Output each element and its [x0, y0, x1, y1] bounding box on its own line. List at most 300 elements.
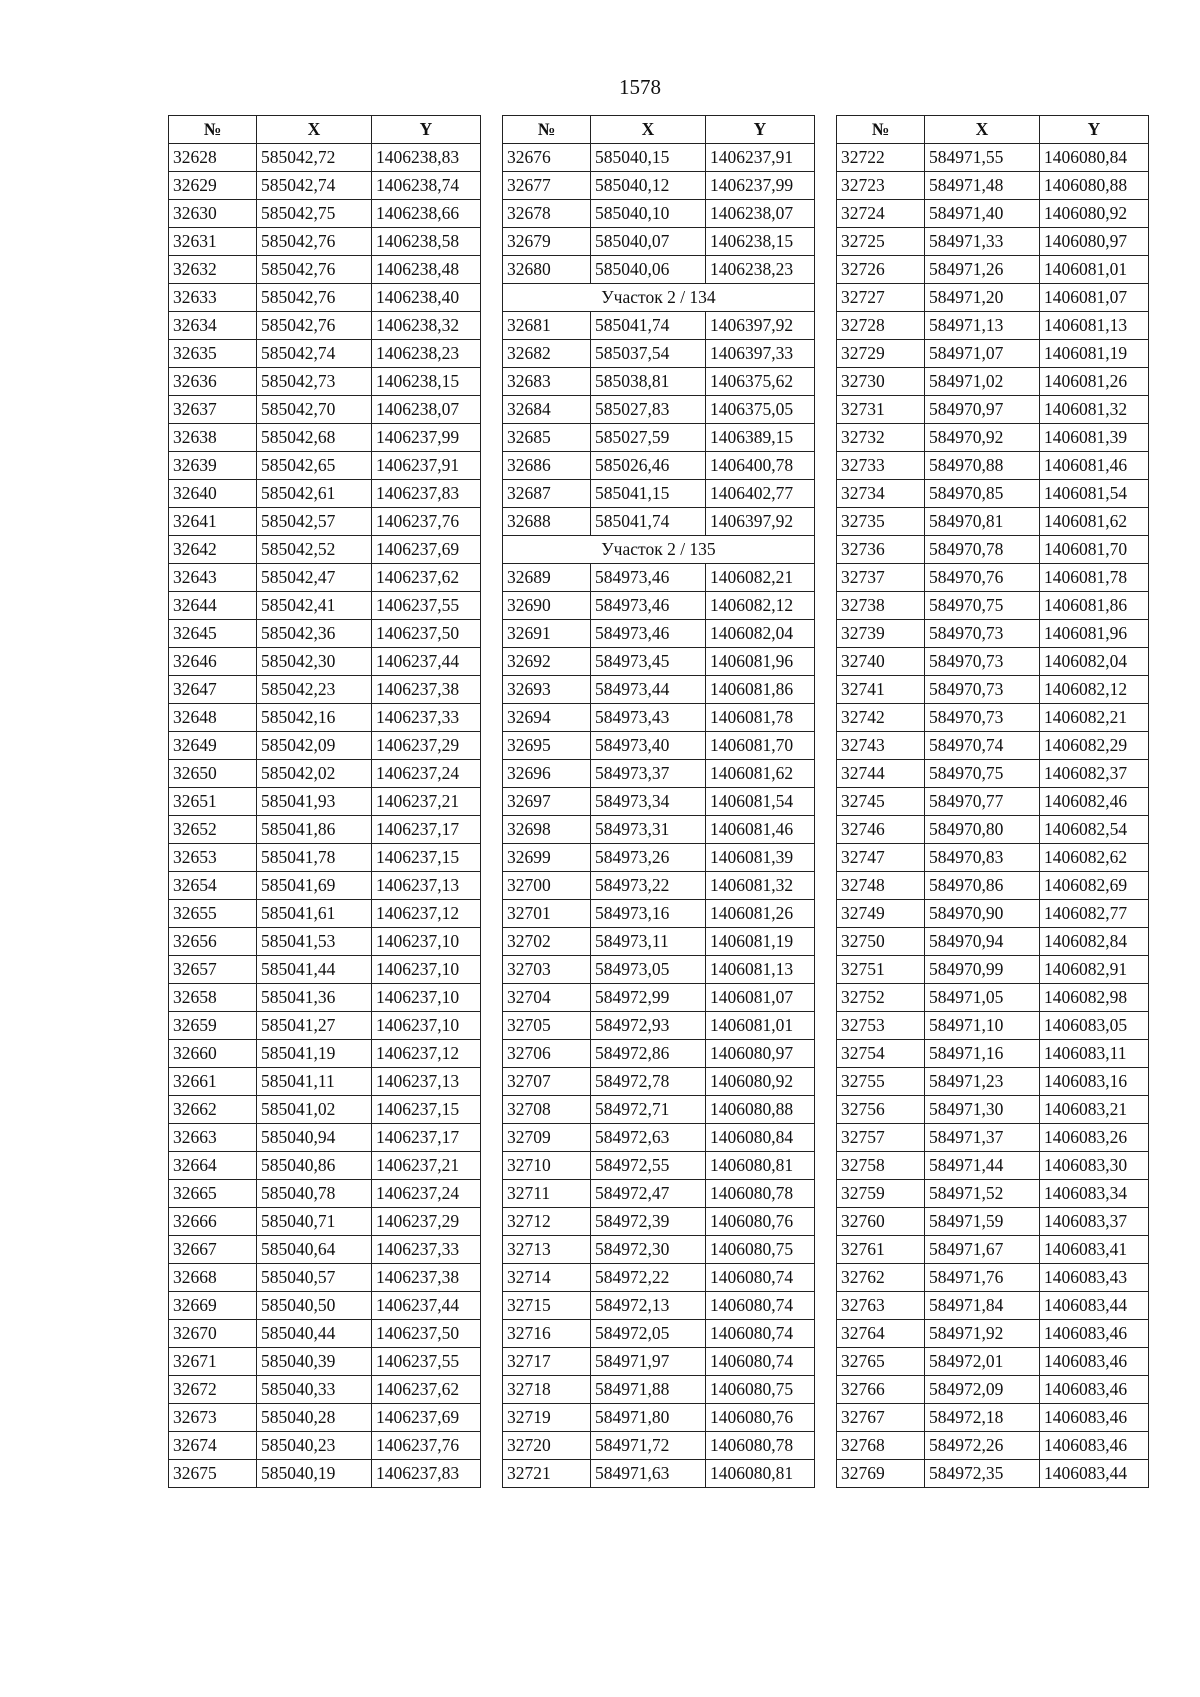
table-row: [837, 1348, 1149, 1376]
y-coordinate-cell: 1406081,46: [706, 816, 815, 844]
table-row: [503, 340, 815, 368]
table-row: [503, 1236, 815, 1264]
x-coordinate-cell: 584972,63: [591, 1124, 706, 1152]
point-number-cell: 32691: [503, 620, 591, 648]
y-coordinate-cell: 1406083,05: [1040, 1012, 1149, 1040]
table-row: [169, 452, 481, 480]
x-coordinate-cell: 584970,92: [925, 424, 1040, 452]
x-coordinate-cell: 585027,59: [591, 424, 706, 452]
table-row: [169, 760, 481, 788]
y-coordinate-cell: 1406082,04: [706, 620, 815, 648]
point-number-cell: 32711: [503, 1180, 591, 1208]
table-row: [169, 424, 481, 452]
table-row: [837, 1236, 1149, 1264]
y-coordinate-cell: 1406083,16: [1040, 1068, 1149, 1096]
y-coordinate-cell: 1406081,96: [706, 648, 815, 676]
table-row: [169, 1068, 481, 1096]
point-number-cell: 32661: [169, 1068, 257, 1096]
y-coordinate-cell: 1406081,26: [1040, 368, 1149, 396]
table-row: [837, 1404, 1149, 1432]
table-row: [169, 816, 481, 844]
point-number-cell: 32765: [837, 1348, 925, 1376]
point-number-cell: 32719: [503, 1404, 591, 1432]
y-coordinate-cell: 1406081,13: [1040, 312, 1149, 340]
table-row: [503, 508, 815, 536]
y-coordinate-cell: 1406238,32: [372, 312, 481, 340]
table-row: [837, 648, 1149, 676]
x-coordinate-cell: 585041,86: [257, 816, 372, 844]
point-number-cell: 32757: [837, 1124, 925, 1152]
x-coordinate-cell: 584971,67: [925, 1236, 1040, 1264]
table-row: [837, 480, 1149, 508]
point-number-cell: 32641: [169, 508, 257, 536]
x-coordinate-cell: 584970,80: [925, 816, 1040, 844]
x-coordinate-cell: 584970,77: [925, 788, 1040, 816]
x-coordinate-cell: 585042,61: [257, 480, 372, 508]
table-row: [169, 984, 481, 1012]
x-coordinate-cell: 585040,28: [257, 1404, 372, 1432]
y-coordinate-cell: 1406237,38: [372, 676, 481, 704]
x-coordinate-cell: 584971,07: [925, 340, 1040, 368]
x-coordinate-cell: 584972,30: [591, 1236, 706, 1264]
coordinates-table-1: [168, 115, 481, 1488]
point-number-cell: 32645: [169, 620, 257, 648]
y-coordinate-cell: 1406237,50: [372, 1320, 481, 1348]
point-number-cell: 32724: [837, 200, 925, 228]
table-row: [503, 144, 815, 172]
x-coordinate-cell: 584973,44: [591, 676, 706, 704]
table-row: [503, 1068, 815, 1096]
x-coordinate-cell: 584971,05: [925, 984, 1040, 1012]
x-coordinate-cell: 585042,16: [257, 704, 372, 732]
table-row: [837, 1040, 1149, 1068]
y-coordinate-cell: 1406081,39: [1040, 424, 1149, 452]
point-number-cell: 32672: [169, 1376, 257, 1404]
point-number-cell: 32760: [837, 1208, 925, 1236]
x-coordinate-cell: 585040,15: [591, 144, 706, 172]
y-coordinate-cell: 1406082,98: [1040, 984, 1149, 1012]
x-coordinate-cell: 584973,46: [591, 564, 706, 592]
x-coordinate-cell: 585042,65: [257, 452, 372, 480]
table-row: [837, 1264, 1149, 1292]
table-row: [837, 984, 1149, 1012]
y-coordinate-cell: 1406237,69: [372, 1404, 481, 1432]
x-coordinate-cell: 585041,02: [257, 1096, 372, 1124]
point-number-cell: 32692: [503, 648, 591, 676]
point-number-cell: 32670: [169, 1320, 257, 1348]
x-coordinate-cell: 584971,97: [591, 1348, 706, 1376]
table-row: [837, 396, 1149, 424]
y-coordinate-cell: 1406082,12: [1040, 676, 1149, 704]
y-coordinate-cell: 1406082,37: [1040, 760, 1149, 788]
section-row: [503, 536, 815, 564]
point-number-cell: 32662: [169, 1096, 257, 1124]
table-row: [837, 872, 1149, 900]
point-number-cell: 32759: [837, 1180, 925, 1208]
table-row: [503, 620, 815, 648]
point-number-cell: 32725: [837, 228, 925, 256]
point-number-cell: 32744: [837, 760, 925, 788]
y-coordinate-cell: 1406081,32: [1040, 396, 1149, 424]
x-coordinate-cell: 584973,16: [591, 900, 706, 928]
y-coordinate-cell: 1406081,01: [1040, 256, 1149, 284]
point-number-cell: 32680: [503, 256, 591, 284]
x-coordinate-cell: 584971,80: [591, 1404, 706, 1432]
y-coordinate-cell: 1406083,26: [1040, 1124, 1149, 1152]
x-coordinate-cell: 585041,27: [257, 1012, 372, 1040]
point-number-cell: 32667: [169, 1236, 257, 1264]
table-row: [837, 704, 1149, 732]
x-coordinate-cell: 584972,86: [591, 1040, 706, 1068]
table-row: [503, 312, 815, 340]
y-coordinate-cell: 1406082,46: [1040, 788, 1149, 816]
point-number-cell: 32751: [837, 956, 925, 984]
y-coordinate-cell: 1406238,23: [706, 256, 815, 284]
x-coordinate-cell: 584972,47: [591, 1180, 706, 1208]
table-row: [837, 900, 1149, 928]
y-coordinate-cell: 1406083,37: [1040, 1208, 1149, 1236]
table-row: [837, 1376, 1149, 1404]
point-number-cell: 32766: [837, 1376, 925, 1404]
point-number-cell: 32738: [837, 592, 925, 620]
point-number-cell: 32686: [503, 452, 591, 480]
table-row: [837, 228, 1149, 256]
y-coordinate-cell: 1406400,78: [706, 452, 815, 480]
table-row: [837, 1208, 1149, 1236]
y-coordinate-cell: 1406081,86: [706, 676, 815, 704]
table-row: [503, 1180, 815, 1208]
point-number-cell: 32687: [503, 480, 591, 508]
point-number-cell: 32677: [503, 172, 591, 200]
y-coordinate-cell: 1406081,26: [706, 900, 815, 928]
table-row: [169, 1012, 481, 1040]
x-coordinate-cell: 585042,70: [257, 396, 372, 424]
table-row: [169, 844, 481, 872]
point-number-cell: 32643: [169, 564, 257, 592]
y-coordinate-cell: 1406083,46: [1040, 1404, 1149, 1432]
table-row: [503, 1376, 815, 1404]
y-coordinate-cell: 1406080,75: [706, 1376, 815, 1404]
x-coordinate-cell: 584970,99: [925, 956, 1040, 984]
table-row: [503, 564, 815, 592]
x-coordinate-cell: 584971,55: [925, 144, 1040, 172]
x-coordinate-cell: 585042,68: [257, 424, 372, 452]
y-coordinate-cell: 1406238,58: [372, 228, 481, 256]
y-coordinate-cell: 1406238,83: [372, 144, 481, 172]
table-row: [837, 284, 1149, 312]
y-coordinate-cell: 1406375,05: [706, 396, 815, 424]
x-coordinate-cell: 584973,46: [591, 620, 706, 648]
table-row: [503, 816, 815, 844]
x-coordinate-cell: 585040,23: [257, 1432, 372, 1460]
point-number-cell: 32706: [503, 1040, 591, 1068]
x-coordinate-cell: 585041,61: [257, 900, 372, 928]
y-coordinate-cell: 1406397,33: [706, 340, 815, 368]
point-number-cell: 32728: [837, 312, 925, 340]
x-coordinate-cell: 584973,45: [591, 648, 706, 676]
x-coordinate-cell: 585042,30: [257, 648, 372, 676]
table-row: [503, 984, 815, 1012]
x-coordinate-cell: 585041,69: [257, 872, 372, 900]
point-number-cell: 32644: [169, 592, 257, 620]
table-row: [837, 620, 1149, 648]
table-row: [837, 200, 1149, 228]
y-coordinate-cell: 1406237,10: [372, 928, 481, 956]
y-coordinate-cell: 1406238,07: [706, 200, 815, 228]
y-coordinate-cell: 1406080,78: [706, 1432, 815, 1460]
point-number-cell: 32697: [503, 788, 591, 816]
point-number-cell: 32743: [837, 732, 925, 760]
y-coordinate-cell: 1406083,21: [1040, 1096, 1149, 1124]
table-row: [169, 340, 481, 368]
y-coordinate-cell: 1406080,88: [1040, 172, 1149, 200]
y-coordinate-cell: 1406081,07: [1040, 284, 1149, 312]
table-row: [503, 788, 815, 816]
y-coordinate-cell: 1406080,81: [706, 1460, 815, 1488]
point-number-cell: 32632: [169, 256, 257, 284]
y-coordinate-cell: 1406081,19: [706, 928, 815, 956]
table-row: [837, 256, 1149, 284]
point-number-cell: 32745: [837, 788, 925, 816]
y-coordinate-cell: 1406238,15: [706, 228, 815, 256]
x-coordinate-cell: 585042,23: [257, 676, 372, 704]
x-coordinate-cell: 585040,44: [257, 1320, 372, 1348]
x-coordinate-cell: 585037,54: [591, 340, 706, 368]
point-number-cell: 32709: [503, 1124, 591, 1152]
point-number-cell: 32700: [503, 872, 591, 900]
table-row: [837, 564, 1149, 592]
y-coordinate-cell: 1406080,92: [706, 1068, 815, 1096]
y-coordinate-cell: 1406237,15: [372, 844, 481, 872]
x-coordinate-cell: 585042,76: [257, 312, 372, 340]
point-number-cell: 32721: [503, 1460, 591, 1488]
x-coordinate-cell: 585041,74: [591, 508, 706, 536]
y-coordinate-cell: 1406237,83: [372, 480, 481, 508]
table-row: [503, 1432, 815, 1460]
y-coordinate-cell: 1406237,33: [372, 1236, 481, 1264]
y-coordinate-cell: 1406237,91: [706, 144, 815, 172]
y-coordinate-cell: 1406237,21: [372, 788, 481, 816]
x-coordinate-cell: 585041,74: [591, 312, 706, 340]
y-coordinate-cell: 1406080,75: [706, 1236, 815, 1264]
point-number-cell: 32742: [837, 704, 925, 732]
point-number-cell: 32685: [503, 424, 591, 452]
point-number-cell: 32634: [169, 312, 257, 340]
table-row: [169, 1376, 481, 1404]
x-coordinate-cell: 584970,73: [925, 620, 1040, 648]
point-number-cell: 32693: [503, 676, 591, 704]
y-coordinate-cell: 1406080,78: [706, 1180, 815, 1208]
point-number-cell: 32749: [837, 900, 925, 928]
x-coordinate-cell: 584972,35: [925, 1460, 1040, 1488]
point-number-cell: 32652: [169, 816, 257, 844]
y-coordinate-cell: 1406237,21: [372, 1152, 481, 1180]
y-coordinate-cell: 1406083,46: [1040, 1348, 1149, 1376]
x-coordinate-cell: 584971,88: [591, 1376, 706, 1404]
point-number-cell: 32655: [169, 900, 257, 928]
point-number-cell: 32679: [503, 228, 591, 256]
point-number-cell: 32659: [169, 1012, 257, 1040]
table-row: [503, 1096, 815, 1124]
y-coordinate-cell: 1406080,74: [706, 1348, 815, 1376]
y-coordinate-cell: 1406082,04: [1040, 648, 1149, 676]
x-coordinate-cell: 585042,02: [257, 760, 372, 788]
table-row: [169, 564, 481, 592]
y-coordinate-cell: 1406081,54: [1040, 480, 1149, 508]
y-coordinate-cell: 1406080,74: [706, 1292, 815, 1320]
y-coordinate-cell: 1406083,34: [1040, 1180, 1149, 1208]
table-row: [169, 1404, 481, 1432]
point-number-cell: 32664: [169, 1152, 257, 1180]
x-coordinate-cell: 584971,92: [925, 1320, 1040, 1348]
x-coordinate-cell: 584973,26: [591, 844, 706, 872]
table-row: [169, 1292, 481, 1320]
point-number-cell: 32668: [169, 1264, 257, 1292]
y-coordinate-cell: 1406237,99: [706, 172, 815, 200]
point-number-cell: 32734: [837, 480, 925, 508]
point-number-cell: 32715: [503, 1292, 591, 1320]
y-coordinate-cell: 1406081,96: [1040, 620, 1149, 648]
y-coordinate-cell: 1406237,29: [372, 1208, 481, 1236]
x-coordinate-cell: 584973,37: [591, 760, 706, 788]
y-coordinate-cell: 1406082,84: [1040, 928, 1149, 956]
y-coordinate-cell: 1406237,50: [372, 620, 481, 648]
y-coordinate-cell: 1406237,15: [372, 1096, 481, 1124]
table-row: [837, 760, 1149, 788]
y-coordinate-cell: 1406237,17: [372, 1124, 481, 1152]
point-number-cell: 32666: [169, 1208, 257, 1236]
table-row: [503, 760, 815, 788]
x-coordinate-cell: 584970,73: [925, 676, 1040, 704]
y-coordinate-cell: 1406083,30: [1040, 1152, 1149, 1180]
point-number-cell: 32761: [837, 1236, 925, 1264]
y-coordinate-cell: 1406083,44: [1040, 1292, 1149, 1320]
x-coordinate-cell: 585041,11: [257, 1068, 372, 1096]
table-row: [503, 1460, 815, 1488]
x-coordinate-cell: 585041,78: [257, 844, 372, 872]
table-row: [837, 424, 1149, 452]
table-header-row: [837, 116, 1149, 144]
point-number-cell: 32714: [503, 1264, 591, 1292]
point-number-cell: 32673: [169, 1404, 257, 1432]
table-row: [169, 648, 481, 676]
point-number-cell: 32712: [503, 1208, 591, 1236]
x-coordinate-cell: 585040,33: [257, 1376, 372, 1404]
x-coordinate-cell: 585042,75: [257, 200, 372, 228]
table-header-row: [169, 116, 481, 144]
y-coordinate-cell: 1406080,97: [706, 1040, 815, 1068]
table-row: [503, 368, 815, 396]
point-number-cell: 32730: [837, 368, 925, 396]
x-coordinate-cell: 584971,76: [925, 1264, 1040, 1292]
y-coordinate-cell: 1406237,91: [372, 452, 481, 480]
x-coordinate-cell: 584971,44: [925, 1152, 1040, 1180]
y-coordinate-cell: 1406083,46: [1040, 1376, 1149, 1404]
table-row: [169, 592, 481, 620]
y-coordinate-cell: 1406081,70: [1040, 536, 1149, 564]
point-number-cell: 32649: [169, 732, 257, 760]
point-number-cell: 32631: [169, 228, 257, 256]
point-number-cell: 32752: [837, 984, 925, 1012]
x-coordinate-cell: 584971,40: [925, 200, 1040, 228]
x-coordinate-cell: 584971,37: [925, 1124, 1040, 1152]
point-number-cell: 32674: [169, 1432, 257, 1460]
coordinates-table-3: [836, 115, 1149, 1488]
section-title: Участок 2 / 134: [503, 284, 815, 312]
x-coordinate-cell: 584971,52: [925, 1180, 1040, 1208]
x-coordinate-cell: 585042,47: [257, 564, 372, 592]
table-row: [837, 1152, 1149, 1180]
table-row: [169, 312, 481, 340]
point-number-cell: 32736: [837, 536, 925, 564]
table-row: [837, 1460, 1149, 1488]
point-number-cell: 32665: [169, 1180, 257, 1208]
point-number-cell: 32651: [169, 788, 257, 816]
point-number-cell: 32707: [503, 1068, 591, 1096]
y-coordinate-cell: 1406237,76: [372, 1432, 481, 1460]
x-coordinate-cell: 584970,85: [925, 480, 1040, 508]
y-coordinate-cell: 1406237,10: [372, 1012, 481, 1040]
y-coordinate-cell: 1406082,62: [1040, 844, 1149, 872]
x-coordinate-cell: 584971,02: [925, 368, 1040, 396]
x-coordinate-cell: 584970,97: [925, 396, 1040, 424]
y-coordinate-cell: 1406083,46: [1040, 1432, 1149, 1460]
header-y: Y: [372, 116, 481, 144]
table-row: [169, 704, 481, 732]
y-coordinate-cell: 1406080,76: [706, 1404, 815, 1432]
table-row: [837, 1012, 1149, 1040]
table-row: [169, 1124, 481, 1152]
x-coordinate-cell: 584970,73: [925, 704, 1040, 732]
x-coordinate-cell: 585041,15: [591, 480, 706, 508]
table-row: [503, 704, 815, 732]
y-coordinate-cell: 1406082,12: [706, 592, 815, 620]
x-coordinate-cell: 584970,88: [925, 452, 1040, 480]
x-coordinate-cell: 585042,72: [257, 144, 372, 172]
point-number-cell: 32769: [837, 1460, 925, 1488]
table-row: [169, 480, 481, 508]
table-row: [837, 676, 1149, 704]
point-number-cell: 32753: [837, 1012, 925, 1040]
table-row: [503, 396, 815, 424]
y-coordinate-cell: 1406238,23: [372, 340, 481, 368]
y-coordinate-cell: 1406237,29: [372, 732, 481, 760]
table-row: [503, 480, 815, 508]
table-row: [169, 1264, 481, 1292]
table-row: [169, 228, 481, 256]
point-number-cell: 32718: [503, 1376, 591, 1404]
table-row: [169, 620, 481, 648]
table-row: [169, 788, 481, 816]
x-coordinate-cell: 585042,74: [257, 340, 372, 368]
point-number-cell: 32717: [503, 1348, 591, 1376]
table-row: [169, 284, 481, 312]
header-x: X: [257, 116, 372, 144]
table-row: [503, 956, 815, 984]
table-row: [169, 732, 481, 760]
table-row: [837, 536, 1149, 564]
point-number-cell: 32731: [837, 396, 925, 424]
point-number-cell: 32635: [169, 340, 257, 368]
table-row: [503, 900, 815, 928]
y-coordinate-cell: 1406237,55: [372, 592, 481, 620]
point-number-cell: 32710: [503, 1152, 591, 1180]
point-number-cell: 32647: [169, 676, 257, 704]
y-coordinate-cell: 1406081,78: [706, 704, 815, 732]
x-coordinate-cell: 584971,72: [591, 1432, 706, 1460]
table-row: [169, 928, 481, 956]
table-row: [503, 676, 815, 704]
